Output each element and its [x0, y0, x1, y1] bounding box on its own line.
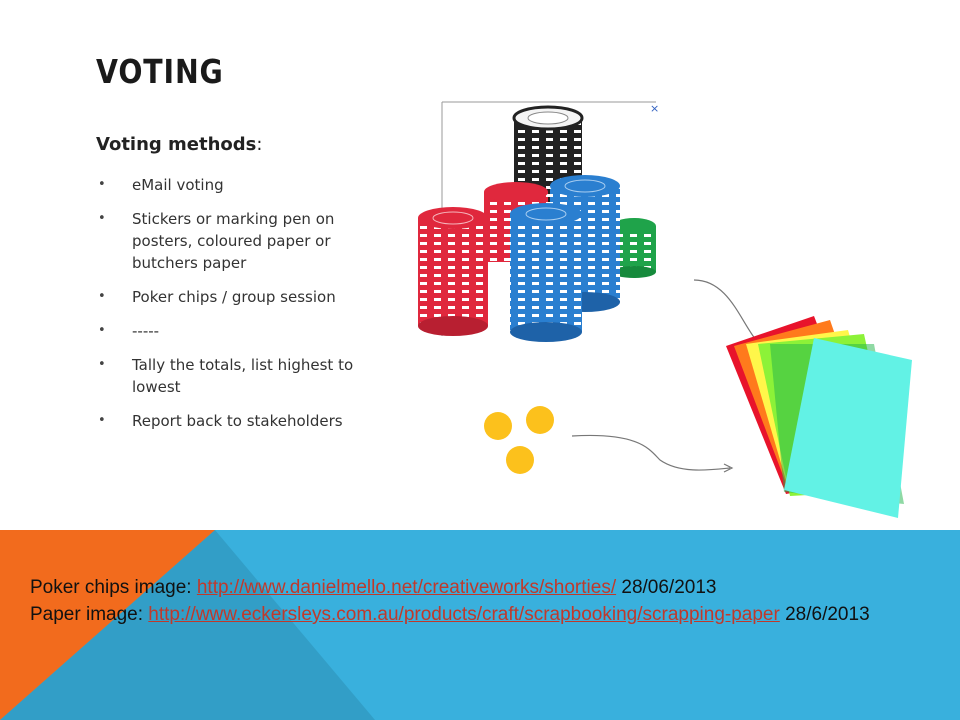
blue-chip-stack-front	[510, 203, 582, 342]
slide-title: VOTING	[96, 52, 224, 91]
poker-credit-prefix: Poker chips image:	[30, 577, 197, 598]
arrow-to-paper-2	[572, 435, 730, 470]
bullet-tally: • Tally the totals, list highest to lowest	[96, 354, 386, 398]
poker-chips-image	[418, 102, 659, 342]
subtitle-label: Voting methods	[96, 134, 257, 155]
bullet-poker-chips: • Poker chips / group session	[96, 286, 386, 308]
close-icon[interactable]: ×	[650, 102, 660, 115]
paper-credit-prefix: Paper image:	[30, 604, 149, 625]
sticker-dots	[484, 406, 554, 474]
subtitle-colon: :	[256, 134, 263, 155]
bullet-email-voting: • eMail voting	[96, 174, 386, 196]
bullet-dashes: • -----	[96, 320, 386, 342]
image-credits	[30, 574, 930, 628]
poker-credit-link[interactable]: http://www.danielmello.net/creativeworks/shorties/	[196, 577, 617, 598]
paper-credit-date: 28/6/2013	[779, 604, 870, 625]
bullet-report: • Report back to stakeholders	[96, 410, 386, 432]
paper-credit-link[interactable]: http://www.eckersleys.com.au/products/craft/scrapbooking/scrapping-paper	[148, 604, 780, 625]
paper-sheets-image	[726, 316, 912, 518]
bullet-stickers: • Stickers or marking pen on posters, coloured paper or butchers paper	[96, 208, 386, 274]
poker-credit-date: 28/06/2013	[616, 577, 717, 598]
red-chip-stack-front	[418, 207, 488, 336]
